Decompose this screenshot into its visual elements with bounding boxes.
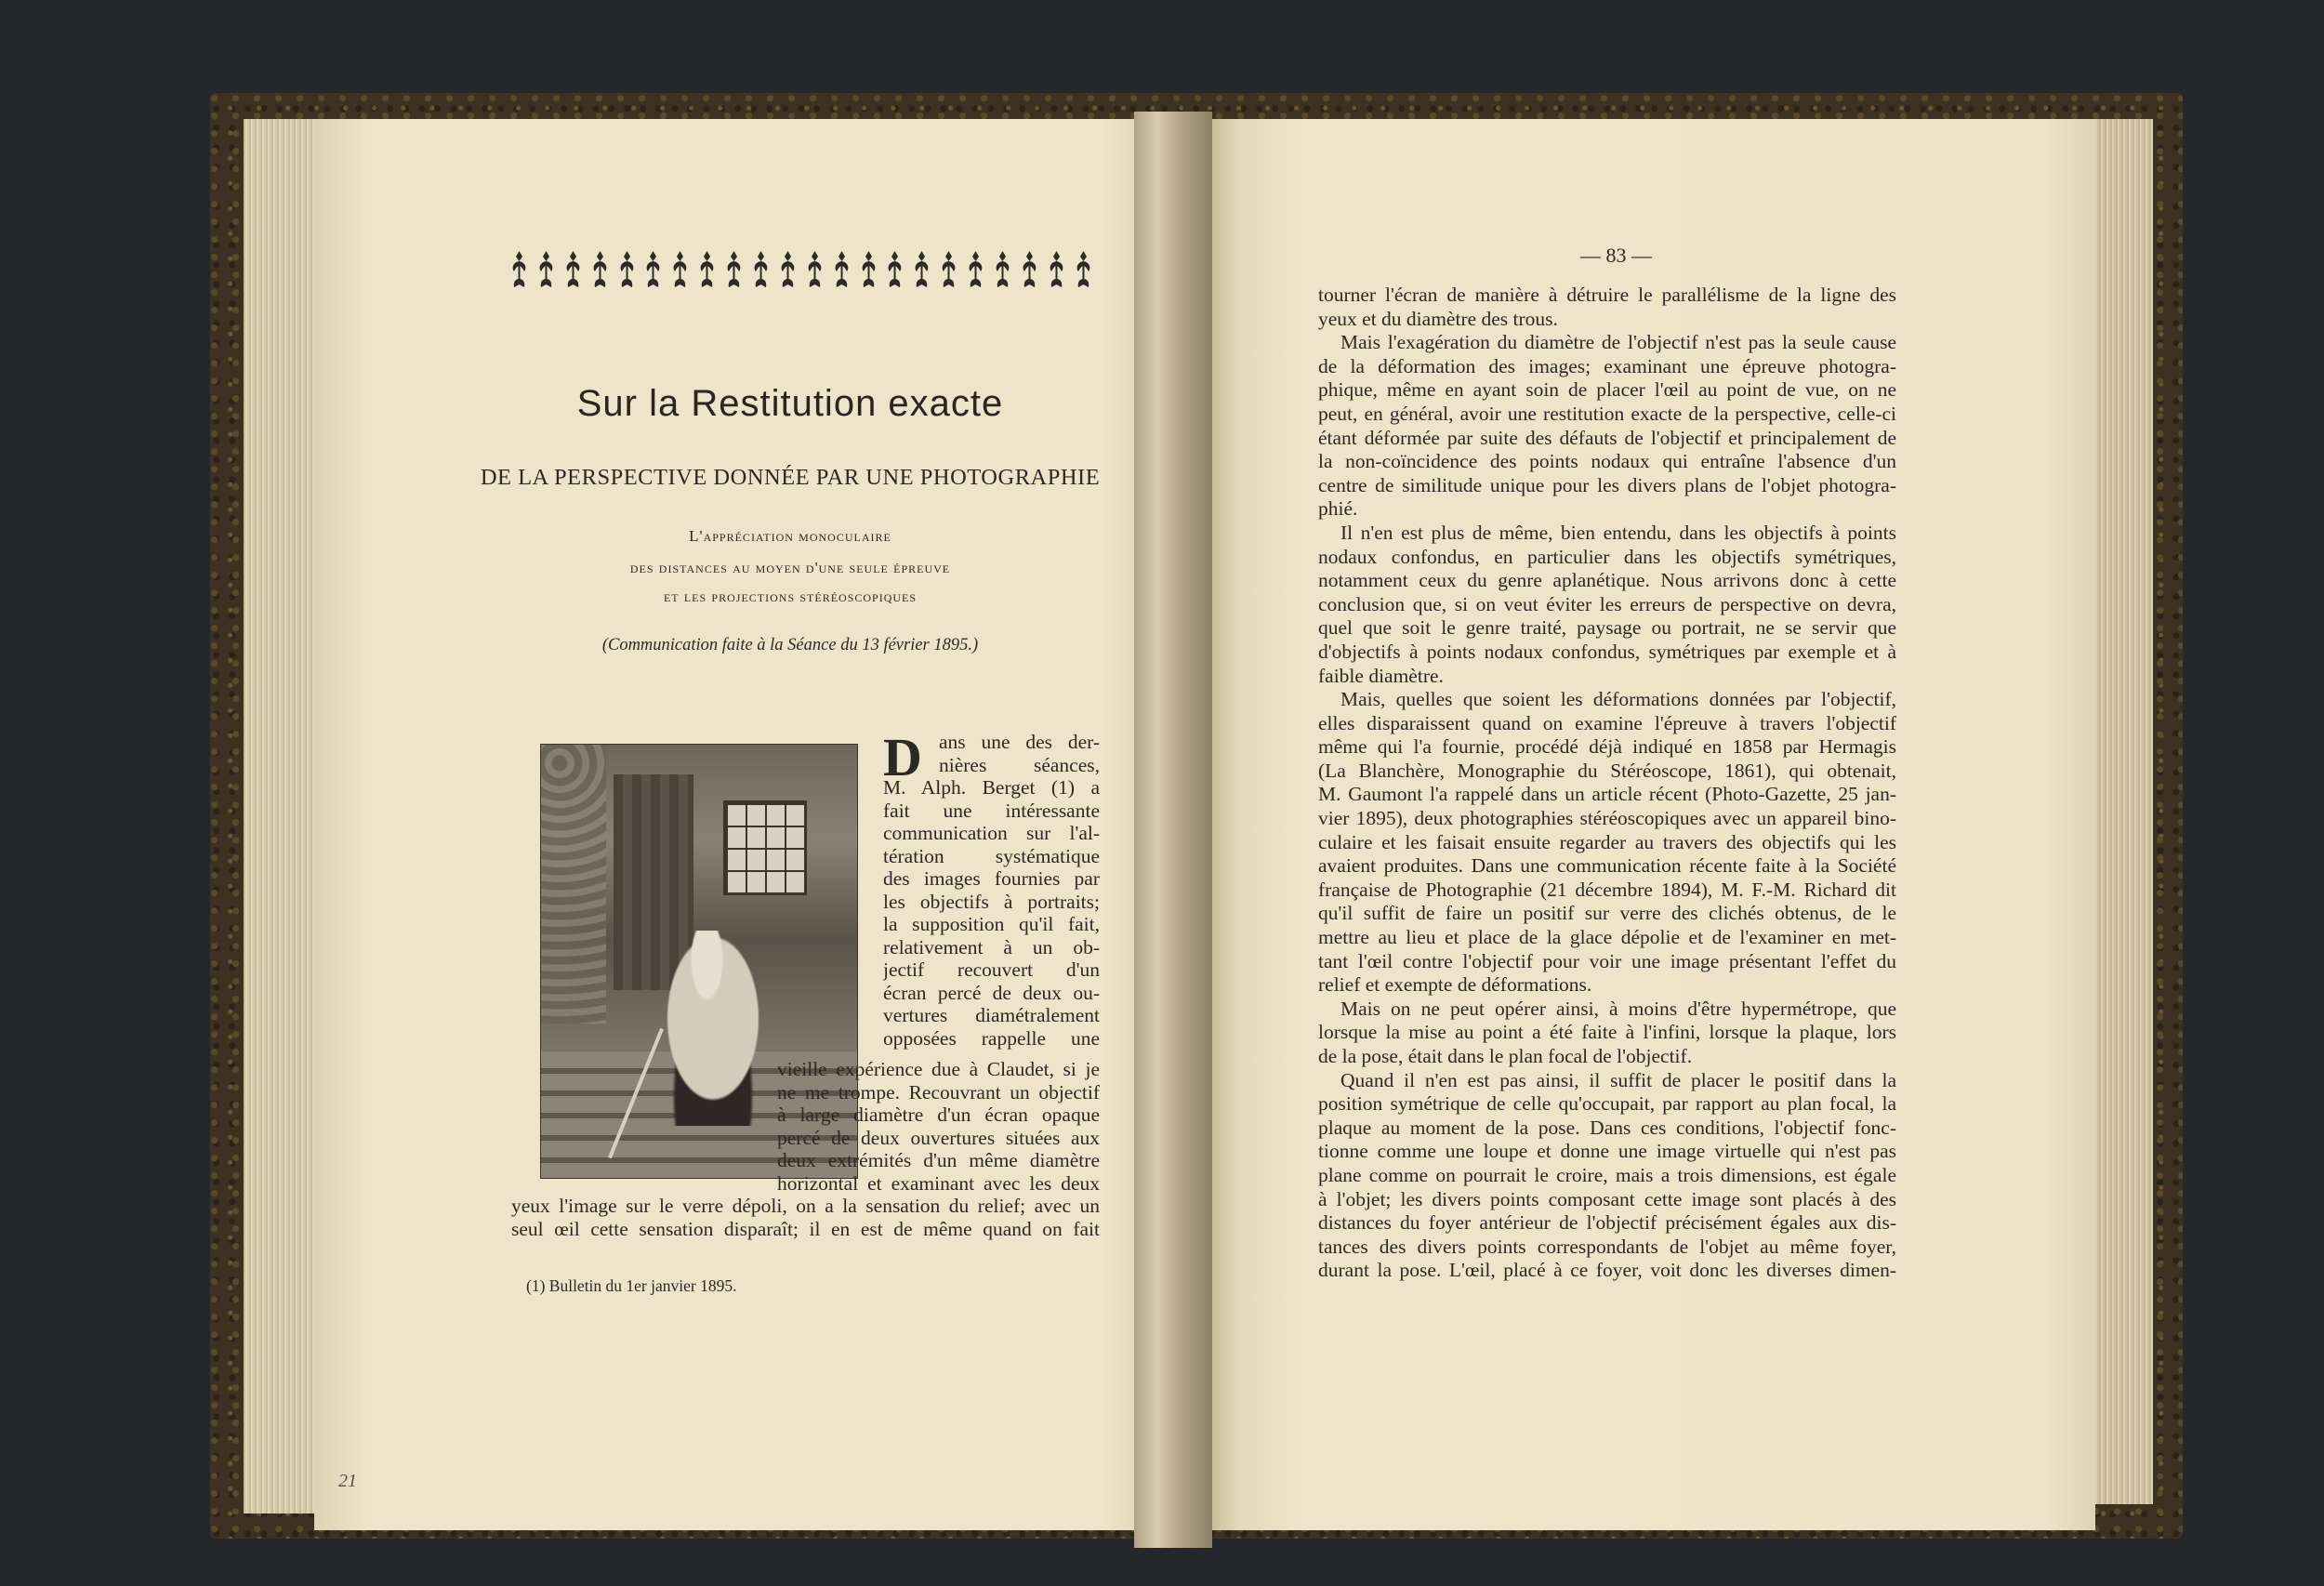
fleuron-ornament xyxy=(670,249,690,290)
text-line: étant déformée par suite des défauts de l'objectif et principalement de xyxy=(1318,426,1896,449)
text-line: de la déformation des images; examinant une épreuve photogra- xyxy=(1318,354,1896,377)
ornamental-band xyxy=(509,245,1093,294)
text-line: nodaux confondus, en particulier dans les objectifs symétriques, xyxy=(1318,545,1896,568)
text-line: jectif recouvert d'un xyxy=(883,958,1100,981)
text-line: yeux et du diamètre des trous. xyxy=(1318,307,1558,330)
subheading-1: L'appréciation monoculaire xyxy=(689,527,891,545)
text-line: phié. xyxy=(1318,497,1358,521)
text-line: distances du foyer antérieur de l'objectif précisément égales aux dis- xyxy=(1318,1211,1896,1235)
text-line: plaque au moment de la pose. Dans ces conditions, l'objectif fonc- xyxy=(1318,1116,1896,1139)
text-line: centre de similitude unique pour les divers plans de l'objet photogra- xyxy=(1318,473,1896,496)
text-line: avaient produites. Dans une communication récente faite à la Société xyxy=(1318,854,1896,878)
text-line: faible diamètre. xyxy=(1318,664,1444,687)
text-line: horizontal et examinant avec les deux xyxy=(777,1171,1100,1195)
text-line: nières séances, xyxy=(939,753,1100,776)
fleuron-ornament xyxy=(724,249,744,290)
text-line: vertures diamétralement xyxy=(883,1004,1100,1026)
text-line: des images fournies par xyxy=(883,867,1100,890)
text-line: (La Blanchère, Monographie du Stéréoscope, 1861), qui obtenait, xyxy=(1318,759,1896,782)
text-line: quel que soit le genre traité, paysage ou portrait, ne se servir que xyxy=(1318,616,1896,640)
text-line: notamment ceux du genre aplanétique. Nous arrivons donc à cette xyxy=(1318,569,1896,592)
text-line: Mais l'exagération du diamètre de l'objectif n'est pas la seule cause xyxy=(1340,331,1896,354)
text-line: tances des divers points correspondants de l'objet au même foyer, xyxy=(1318,1235,1896,1258)
text-line: yeux l'image sur le verre dépoli, on a la sensation du relief; avec un xyxy=(511,1195,1100,1217)
fleuron-ornament xyxy=(617,249,637,290)
text-line: deux extrémités d'un même diamètre xyxy=(777,1149,1100,1171)
fleuron-ornament xyxy=(939,249,958,290)
text-line: tourner l'écran de manière à détruire le parallélisme de la ligne des xyxy=(1318,284,1896,306)
fleuron-ornament xyxy=(563,249,583,290)
left-wide-column xyxy=(511,1195,1100,1240)
fleuron-ornament xyxy=(993,249,1012,290)
text-line: relief et exempte de déformations. xyxy=(1318,973,1592,997)
fleuron-ornament xyxy=(885,249,905,290)
pencil-mark: 21 xyxy=(338,1471,357,1491)
left-narrow-column-2 xyxy=(883,776,1100,1050)
text-line: phique, même en ayant soin de placer l'œil au point de vue, on ne xyxy=(1318,378,1896,402)
text-line: lorsque la mise au point a été faite à l'infini, lorsque la plaque, lors xyxy=(1318,1021,1896,1044)
text-line: Quand il n'en est pas ainsi, il suffit de placer le positif dans la xyxy=(1340,1068,1896,1091)
fleuron-ornament xyxy=(805,249,825,290)
left-narrow-column xyxy=(939,731,1100,776)
text-line: fait une intéressante xyxy=(883,799,1100,822)
text-line: ne me trompe. Recouvrant un objectif xyxy=(777,1080,1100,1104)
fleuron-ornament xyxy=(509,249,529,290)
article-subtitle: DE LA PERSPECTIVE DONNÉE PAR UNE PHOTOGRAPHIE xyxy=(480,465,1101,490)
text-line: Mais, quelles que soient les déformations données par l'objectif, xyxy=(1340,688,1896,711)
fleuron-ornament xyxy=(778,249,798,290)
fleuron-ornament xyxy=(859,249,878,290)
text-line: tionne comme une loupe et donne une image virtuelle qui n'est pas xyxy=(1318,1140,1896,1163)
fleuron-ornament xyxy=(751,249,771,290)
fleuron-ornament xyxy=(912,249,931,290)
text-line: peut, en général, avoir une restitution exacte de la perspective, celle-ci xyxy=(1318,402,1896,425)
fleuron-ornament xyxy=(697,249,717,290)
text-line: conclusion que, si on veut éviter les erreurs de perspective on devra, xyxy=(1318,592,1896,615)
communication-note: (Communication faite à la Séance du 13 février 1895.) xyxy=(601,636,979,654)
text-line: écran percé de deux ou- xyxy=(883,981,1100,1004)
text-line: vieille expérience due à Claudet, si je xyxy=(777,1058,1100,1080)
text-line: relativement à un ob- xyxy=(883,935,1100,958)
text-line: communication sur l'al- xyxy=(883,822,1100,844)
text-line: d'objectifs à points nodaux confondus, symétriques par exemple et à xyxy=(1318,640,1896,663)
text-line: les objectifs à portraits; xyxy=(883,890,1100,913)
text-line: tération systématique xyxy=(883,844,1100,867)
fleuron-ornament xyxy=(1020,249,1039,290)
text-line: même qui l'a fournie, procédé déjà indiqué en 1858 par Hermagis xyxy=(1318,735,1896,759)
text-line: seul œil cette sensation disparaît; il en est de même quand on fait xyxy=(511,1217,1100,1240)
text-line: qu'il suffit de faire un positif sur verre des clichés obtenus, de le xyxy=(1318,902,1896,925)
left-medium-column xyxy=(777,1058,1100,1195)
text-line: opposées rappelle une xyxy=(883,1026,1100,1050)
page-number: — 83 — xyxy=(1580,244,1652,267)
text-line: position symétrique de celle qu'occupait, par rapport au plan focal, la xyxy=(1318,1092,1896,1116)
drop-cap: D xyxy=(883,727,922,787)
text-line: M. Gaumont l'a rappelé dans un article récent (Photo-Gazette, 25 jan- xyxy=(1318,783,1896,806)
text-line: mettre au lieu et place de la glace dépolie et de l'examiner en met- xyxy=(1318,926,1896,949)
text-line: à l'objet; les divers points composant cette image sont placés à des xyxy=(1318,1187,1896,1210)
text-line: culaire et les faisait ensuite regarder au travers des objectifs qui les xyxy=(1318,830,1896,853)
text-line: de la pose, était dans le plan focal de l'objectif. xyxy=(1318,1045,1693,1067)
text-line: plane comme on pourrait le croire, mais a trois dimensions, est égale xyxy=(1318,1163,1896,1186)
text-line: percé de deux ouvertures situées aux xyxy=(777,1126,1100,1149)
right-page-text xyxy=(1318,284,1896,1283)
fleuron-ornament xyxy=(832,249,852,290)
text-line: M. Alph. Berget (1) a xyxy=(883,776,1100,799)
fleuron-ornament xyxy=(1074,249,1093,290)
right-page-edges xyxy=(2093,119,2153,1504)
article-title: Sur la Restitution exacte xyxy=(576,383,1004,424)
book-gutter xyxy=(1134,112,1212,1548)
left-page-edges xyxy=(244,119,314,1513)
text-line: Il n'en est plus de même, bien entendu, dans les objectifs à points xyxy=(1340,521,1896,544)
text-line: durant la pose. L'œil, placé à ce foyer, voit donc les diverses dimen- xyxy=(1318,1259,1896,1282)
footnote: (1) Bulletin du 1er janvier 1895. xyxy=(526,1276,737,1295)
text-line: la supposition qu'il fait, xyxy=(883,913,1100,935)
text-line: vier 1895), deux photographies stéréoscopiques avec un appareil bino- xyxy=(1318,807,1896,830)
text-line: à large diamètre d'un écran opaque xyxy=(777,1104,1100,1126)
fleuron-ornament xyxy=(643,249,663,290)
fleuron-ornament xyxy=(536,249,556,290)
fleuron-ornament xyxy=(1047,249,1066,290)
text-line: la non-coïncidence des points nodaux qui entraîne l'absence d'un xyxy=(1318,450,1896,473)
subheading-2: des distances au moyen d'une seule épreuve xyxy=(629,559,951,576)
fleuron-ornament xyxy=(590,249,610,290)
text-line: française de Photographie (21 décembre 1894), M. F.-M. Richard dit xyxy=(1318,878,1896,901)
fleuron-ornament xyxy=(966,249,985,290)
text-line: Mais on ne peut opérer ainsi, à moins d'être hypermétrope, que xyxy=(1340,997,1896,1020)
text-line: ans une des der- xyxy=(939,731,1100,753)
subheading-3: et les projections stéréoscopiques xyxy=(663,588,918,605)
text-line: tant l'œil contre l'objectif pour voir une image présentant l'effet du xyxy=(1318,949,1896,972)
text-line: elles disparaissent quand on examine l'épreuve à travers l'objectif xyxy=(1318,711,1896,734)
